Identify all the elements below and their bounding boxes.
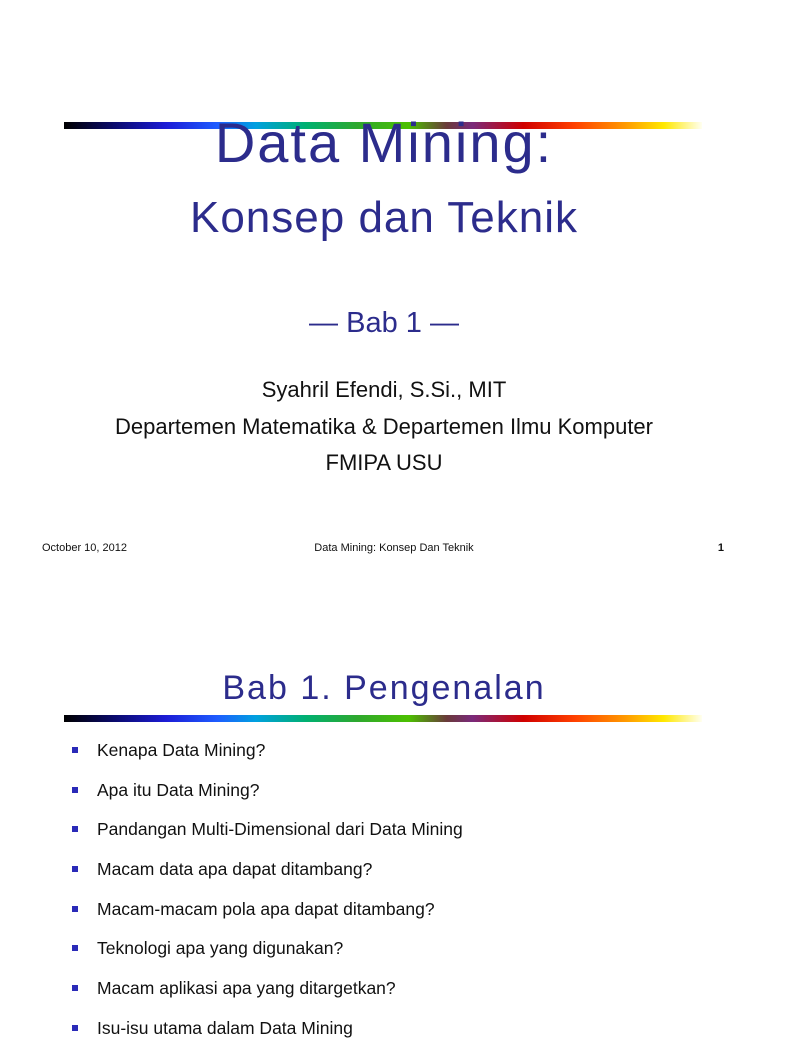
bullet-item: [70, 1013, 463, 1053]
square-bullet-icon: [72, 787, 78, 793]
slide-title: Data Mining:: [214, 111, 554, 174]
square-bullet-icon: [72, 747, 78, 753]
square-bullet-icon: [72, 985, 78, 991]
bullet-list: [70, 735, 463, 1053]
bullet-item: [70, 735, 463, 775]
bullet-item: [70, 854, 463, 894]
bullet-text: Apa itu Data Mining?: [97, 779, 260, 800]
bullet-text: Macam aplikasi apa yang ditargetkan?: [97, 978, 396, 999]
square-bullet-icon: [72, 826, 78, 832]
square-bullet-icon: [72, 866, 78, 872]
bullet-item: [70, 933, 463, 973]
chapter-label: — Bab 1 —: [309, 307, 459, 339]
faculty-name: FMIPA USU: [325, 450, 443, 475]
bullet-text: Macam-macam pola apa dapat ditambang?: [97, 898, 435, 919]
bullet-text: Pandangan Multi-Dimensional dari Data Mining: [97, 819, 463, 840]
square-bullet-icon: [72, 945, 78, 951]
department-name: Departemen Matematika & Departemen Ilmu Komputer: [114, 414, 653, 439]
bullet-text: Kenapa Data Mining?: [97, 740, 266, 760]
square-bullet-icon: [72, 906, 78, 912]
slide-subtitle: Konsep dan Teknik: [189, 193, 578, 242]
bullet-text: Teknologi apa yang digunakan?: [97, 938, 344, 959]
section-title: Bab 1. Pengenalan: [222, 669, 546, 707]
rainbow-divider-section: [64, 715, 702, 722]
bullet-item: [70, 814, 463, 854]
bullet-text: Isu-isu utama dalam Data Mining: [97, 1017, 353, 1038]
footer-date: October 10, 2012: [42, 542, 128, 554]
footer-page-number: 1: [717, 542, 724, 554]
bullet-item: [70, 894, 463, 934]
footer-title: Data Mining: Konsep Dan Teknik: [314, 542, 474, 554]
bullet-text: Macam data apa dapat ditambang?: [97, 859, 373, 880]
square-bullet-icon: [72, 1025, 78, 1031]
bullet-item: [70, 775, 463, 815]
bullet-item: [70, 973, 463, 1013]
author-name: Syahril Efendi, S.Si., MIT: [261, 377, 507, 402]
